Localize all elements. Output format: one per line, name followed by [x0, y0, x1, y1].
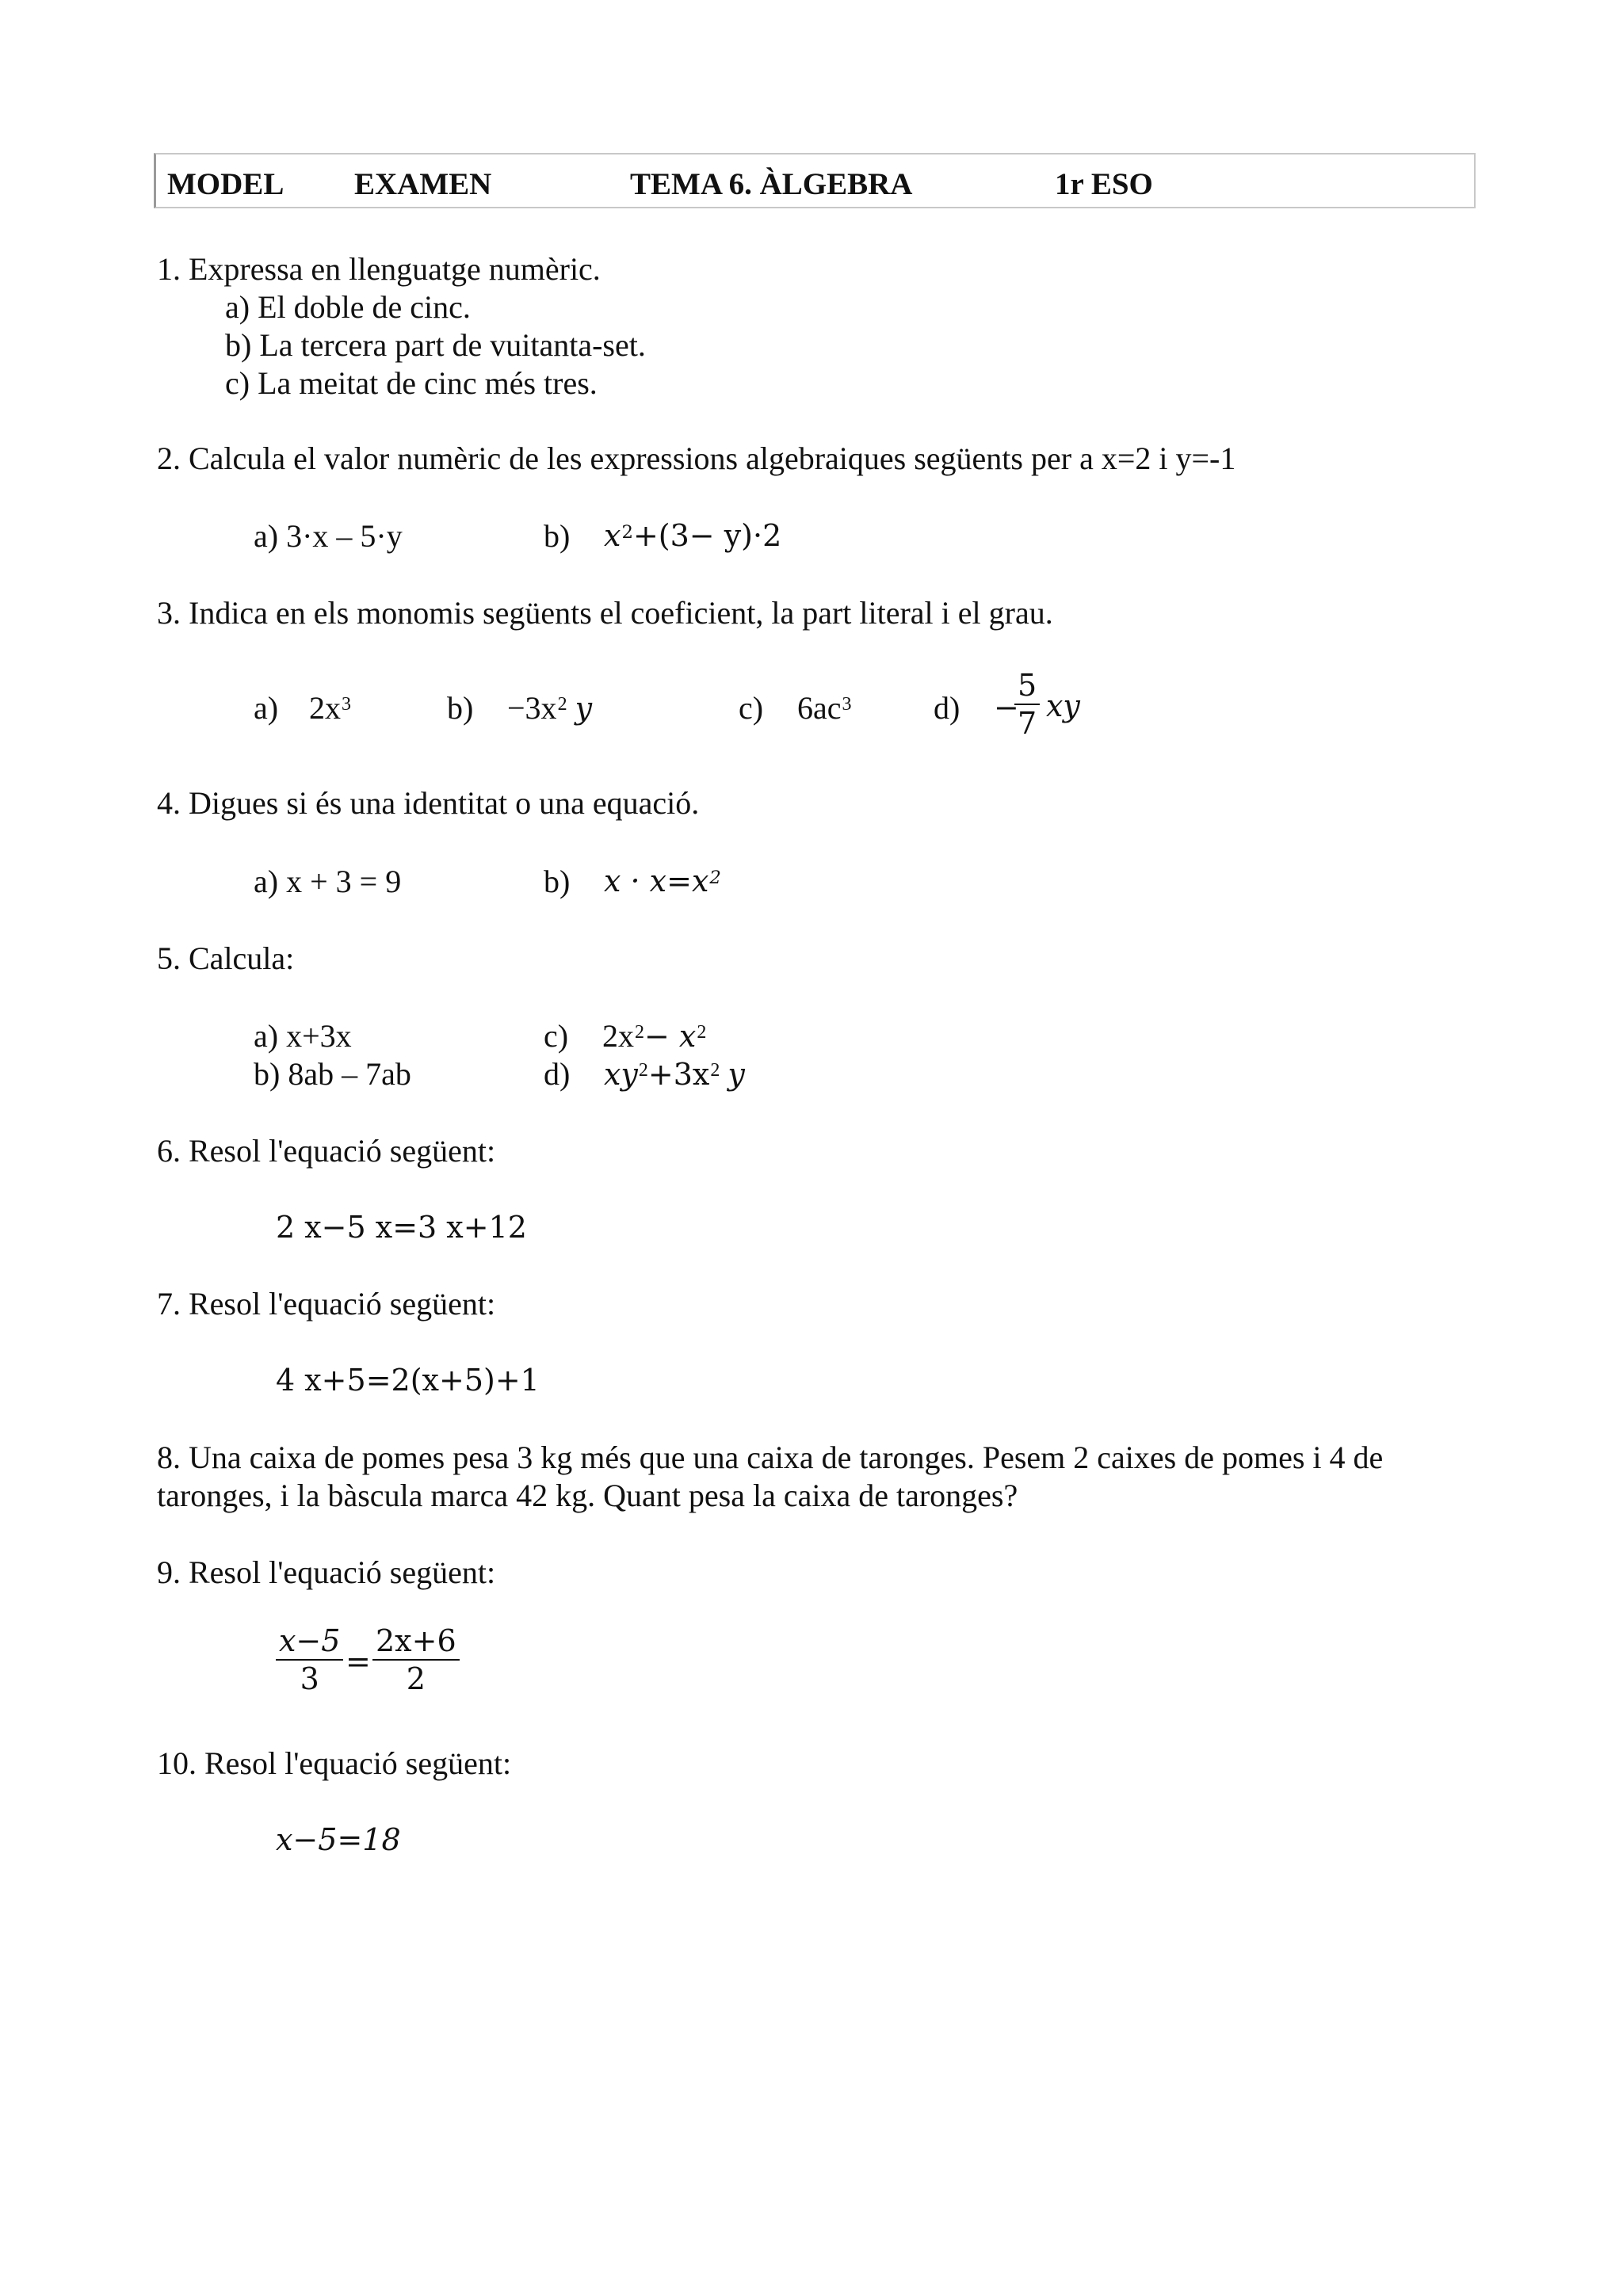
- fraction-denominator: 3: [300, 1661, 319, 1696]
- question-5-d-label: d): [544, 1056, 571, 1092]
- question-3-d-sign: −: [994, 690, 1019, 725]
- header-exam: EXAMEN: [354, 167, 492, 201]
- header-model: MODEL: [167, 167, 285, 201]
- question-9-text: 9. Resol l'equació següent:: [157, 1554, 496, 1590]
- header-topic: TEMA 6. ÀLGEBRA: [630, 167, 913, 201]
- question-8-line-2: taronges, i la bàscula marca 42 kg. Quant pesa la caixa de taronges?: [157, 1478, 1018, 1513]
- question-2-b-expression: $x^2+(3- y)\cdot 2$: [604, 518, 782, 553]
- question-5-c-expression: $2x^2- x^2$: [602, 1018, 707, 1054]
- question-3-c-monomial: $6ac^3$: [797, 690, 852, 726]
- question-9-equals: =: [346, 1644, 371, 1679]
- question-10-text: 10. Resol l'equació següent:: [157, 1745, 512, 1781]
- question-1-text: 1. Expressa en llenguatge numèric.: [157, 251, 601, 287]
- question-3-b-label: b): [447, 690, 474, 726]
- question-1-c: c) La meitat de cinc més tres.: [225, 365, 598, 401]
- question-5-a: a) x+3x: [254, 1018, 352, 1054]
- question-3-a-monomial: $2x^3$: [309, 690, 351, 726]
- question-3-d-fraction: [1014, 668, 1040, 741]
- header-level: 1r ESO: [1055, 167, 1153, 201]
- exam-header: [154, 153, 1476, 208]
- question-7-text: 7. Resol l'equació següent:: [157, 1286, 496, 1322]
- question-3-text: 3. Indica en els monomis següents el coeficient, la part literal i el grau.: [157, 595, 1053, 631]
- question-4-b-label: b): [544, 864, 571, 899]
- question-3-d-label: d): [934, 690, 960, 726]
- question-5-d-expression: $xy^2+3x^2$ y: [604, 1057, 745, 1092]
- question-5-c-label: c): [544, 1018, 569, 1054]
- question-4-a: a) x + 3 = 9: [254, 864, 402, 899]
- fraction-denominator: 7: [1018, 706, 1037, 741]
- question-4-text: 4. Digues si és una identitat o una equació.: [157, 785, 700, 821]
- question-4-b-expression: $x \cdot x=x^2$: [604, 864, 721, 898]
- question-9-right-fraction: [372, 1623, 460, 1696]
- question-3-c-label: c): [739, 690, 764, 726]
- question-2-a: a) 3·x – 5·y: [254, 518, 403, 554]
- question-1-a: a) El doble de cinc.: [225, 289, 471, 325]
- question-5-b: b) 8ab – 7ab: [254, 1056, 411, 1092]
- fraction-numerator: x−5: [276, 1626, 343, 1661]
- question-3-b-monomial: $-3x^2$ y: [507, 690, 593, 726]
- question-5-text: 5. Calcula:: [157, 940, 295, 976]
- question-9-left-fraction: [276, 1623, 343, 1696]
- fraction-numerator: 2x+6: [372, 1626, 460, 1661]
- question-2-text: 2. Calcula el valor numèric de les expressions algebraiques següents per a x=2 i y=-1: [157, 441, 1236, 476]
- question-1-b: b) La tercera part de vuitanta-set.: [225, 327, 646, 363]
- question-6-equation: 2 x−5 x=3 x+12: [276, 1210, 527, 1245]
- question-6-text: 6. Resol l'equació següent:: [157, 1133, 496, 1169]
- question-10-equation: x−5=18: [276, 1822, 401, 1857]
- fraction-denominator: 2: [406, 1661, 426, 1696]
- question-3-d-variables: xy: [1046, 688, 1080, 723]
- fraction-numerator: 5: [1014, 670, 1040, 705]
- question-3-a-label: a): [254, 690, 279, 726]
- question-2-b-label: b): [544, 518, 571, 554]
- question-7-equation: 4 x+5=2(x+5)+1: [276, 1363, 540, 1398]
- question-8-line-1: 8. Una caixa de pomes pesa 3 kg més que una caixa de taronges. Pesem 2 caixes de pomes i 4 de: [157, 1440, 1384, 1475]
